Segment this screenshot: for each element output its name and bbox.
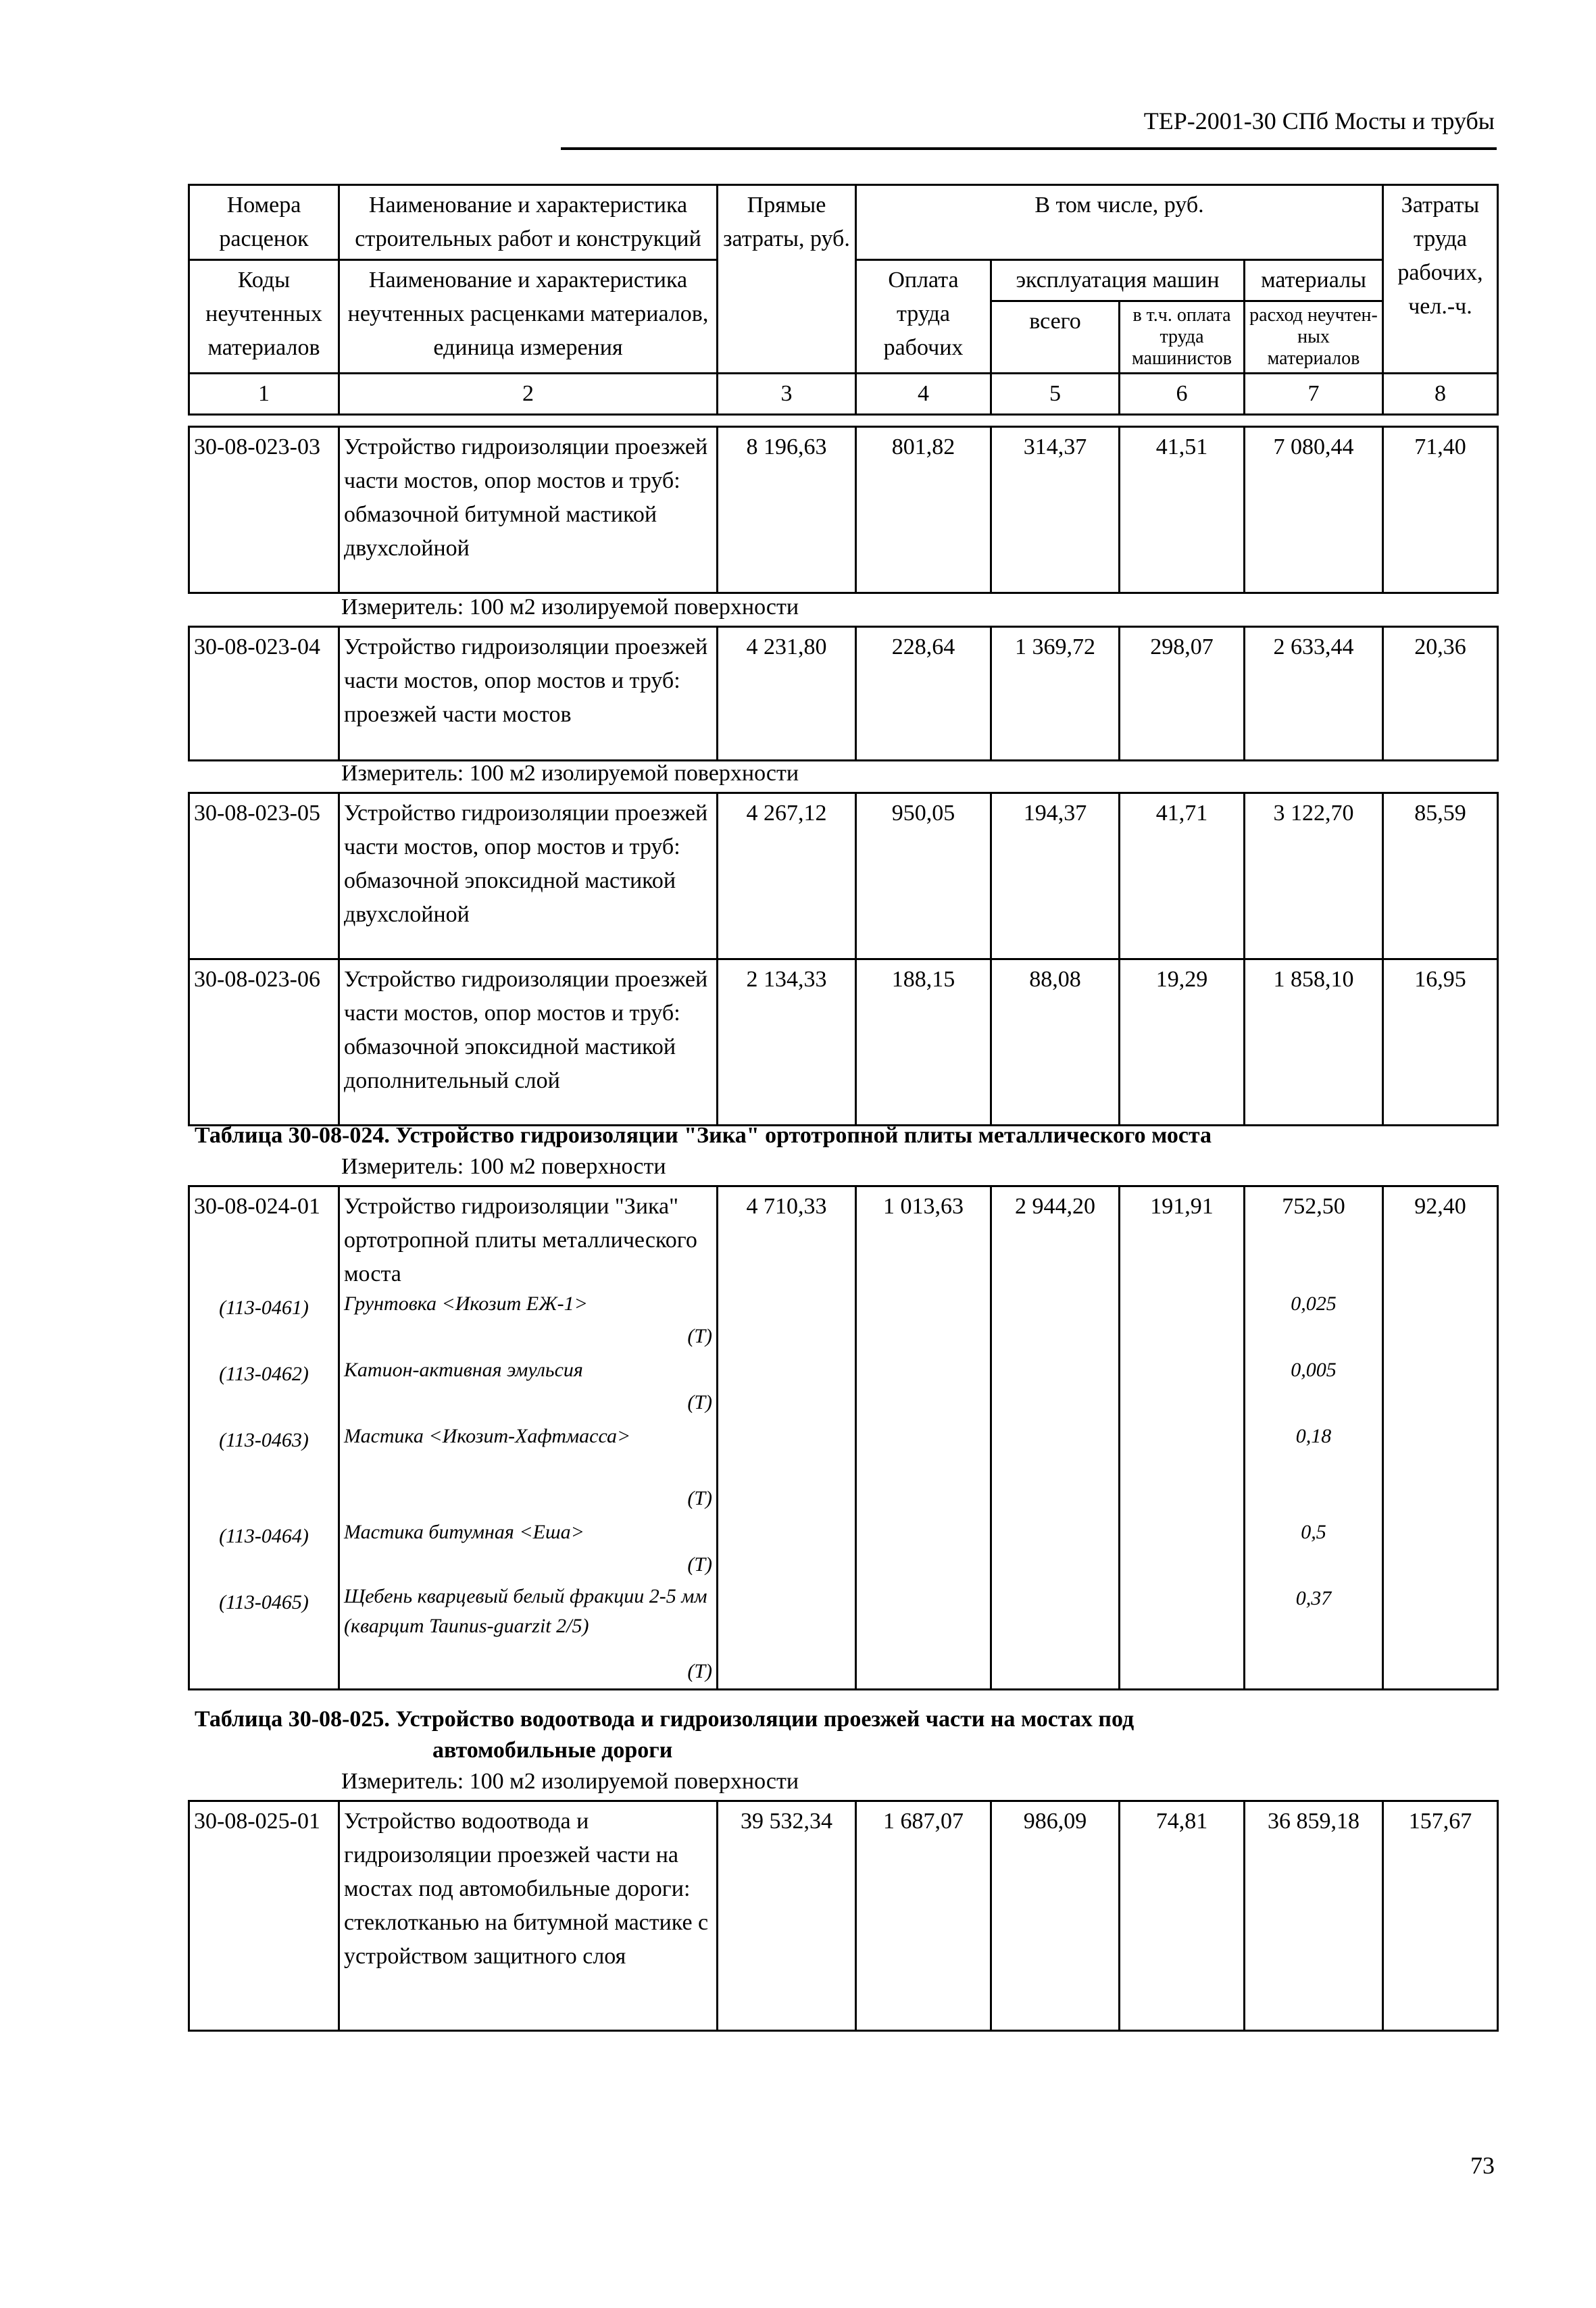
operators-cost: 298,07 <box>1120 627 1245 761</box>
operators-cost: 19,29 <box>1120 959 1245 1126</box>
rate-code: 30-08-024-01 <box>194 1194 320 1219</box>
rate-name: Устройство гидроизоляции проезжей части мостов, опор мостов и труб: обмазочной эпоксидной мастикой дополнительный слой <box>339 959 718 1126</box>
material-name: Мастика битумная <Еша> <box>344 1521 584 1543</box>
material-qty: 0,18 <box>1295 1425 1332 1447</box>
materials-cost: 2 633,44 <box>1245 627 1383 761</box>
material-item <box>340 1420 716 1515</box>
column-header-table <box>188 184 1499 416</box>
header-operators: в т.ч. оплата труда машинистов <box>1120 301 1245 374</box>
unit-mark: (Т) <box>687 1325 712 1347</box>
column-number: 4 <box>856 374 991 415</box>
table-caption: Таблица 30-08-024. Устройство гидроизоляции "Зика" ортотропной плиты металлического моста <box>195 1123 1212 1148</box>
operators-cost: 41,51 <box>1120 427 1245 593</box>
measure-unit: Измеритель: 100 м2 поверхности <box>341 1154 666 1179</box>
direct-cost: 4 231,80 <box>718 627 856 761</box>
column-number: 8 <box>1383 374 1498 415</box>
operators-cost: 41,71 <box>1120 793 1245 959</box>
machines-cost: 194,37 <box>991 793 1120 959</box>
direct-cost: 39 532,34 <box>718 1801 856 2031</box>
labor-hours: 16,95 <box>1383 959 1498 1126</box>
labor-cost: 228,64 <box>856 627 991 761</box>
rates-table-025 <box>188 1800 1499 2032</box>
machines-cost: 1 369,72 <box>991 627 1120 761</box>
material-name: Мастика <Икозит-Хафтмасса> <box>344 1425 631 1447</box>
material-item <box>340 1353 716 1420</box>
labor-cost: 1 687,07 <box>856 1801 991 2031</box>
materials-cell <box>1245 1186 1383 1690</box>
rates-table-023-part1 <box>188 426 1499 594</box>
rate-name: Устройство гидроизоляции проезжей части мостов, опор мостов и труб: обмазочной битумной мастикой двухслойной <box>339 427 718 593</box>
rate-name: Устройство гидроизоляции проезжей части мостов, опор мостов и труб: проезжей части мостов <box>339 627 718 761</box>
direct-cost: 4 267,12 <box>718 793 856 959</box>
material-code: (113-0465) <box>219 1591 309 1613</box>
material-name: Грунтовка <Икозит ЕЖ-1> <box>344 1293 588 1315</box>
header-codes-bottom: Коды неучтенных материалов <box>189 260 339 374</box>
column-number: 6 <box>1120 374 1245 415</box>
header-materials-extra: расход неучтен-ных материалов <box>1245 301 1383 374</box>
rates-table-023-part2 <box>188 626 1499 761</box>
machines-cost: 986,09 <box>991 1801 1120 2031</box>
materials-cost: 752,50 <box>1282 1194 1345 1219</box>
column-number: 5 <box>991 374 1120 415</box>
unit-mark: (Т) <box>687 1487 712 1509</box>
labor-cost: 188,15 <box>856 959 991 1126</box>
table-row <box>189 1801 1498 2031</box>
material-code: (113-0464) <box>219 1525 309 1547</box>
measure-unit: Измеритель: 100 м2 изолируемой поверхности <box>341 1769 799 1794</box>
header-machines: эксплуатация машин <box>991 260 1245 301</box>
operators-cost: 74,81 <box>1120 1801 1245 2031</box>
material-qty: 0,37 <box>1295 1587 1332 1609</box>
column-number: 2 <box>339 374 718 415</box>
labor-hours: 92,40 <box>1383 1186 1498 1690</box>
table-caption-cont: автомобильные дороги <box>432 1738 673 1763</box>
rate-name: Устройство гидроизоляции проезжей части мостов, опор мостов и труб: обмазочной эпоксидной мастикой двухслойной <box>339 793 718 959</box>
unit-mark: (Т) <box>687 1553 712 1576</box>
material-qty: 0,005 <box>1291 1359 1337 1381</box>
measure-unit: Измеритель: 100 м2 изолируемой поверхности <box>341 595 799 620</box>
material-item <box>340 1582 716 1688</box>
rates-table-024 <box>188 1185 1499 1690</box>
header-group: В том числе, руб. <box>856 185 1383 260</box>
table-row <box>189 627 1498 761</box>
operators-cost: 191,91 <box>1120 1186 1245 1690</box>
running-title: ТЕР-2001-30 СПб Мосты и трубы <box>1143 107 1495 134</box>
machines-cost: 2 944,20 <box>991 1186 1120 1690</box>
measure-unit: Измеритель: 100 м2 изолируемой поверхности <box>341 761 799 786</box>
table-caption: Таблица 30-08-025. Устройство водоотвода и гидроизоляции проезжей части на мостах под <box>195 1707 1134 1732</box>
header-rule <box>561 147 1497 150</box>
materials-cost: 3 122,70 <box>1245 793 1383 959</box>
labor-cost: 1 013,63 <box>856 1186 991 1690</box>
header-hours: Затраты труда рабочих, чел.-ч. <box>1383 185 1498 374</box>
materials-cost: 36 859,18 <box>1245 1801 1383 2031</box>
header-name-top: Наименование и характеристика строительных работ и конструкций <box>339 185 718 260</box>
header-materials: материалы <box>1245 260 1383 301</box>
material-qty: 0,5 <box>1301 1521 1326 1543</box>
names-cell <box>339 1186 718 1690</box>
page-number: 73 <box>1470 2152 1495 2179</box>
header-name-bottom: Наименование и характеристика неучтенных расценками материалов, единица измерения <box>339 260 718 374</box>
material-code: (113-0461) <box>219 1297 309 1319</box>
rate-name: Устройство гидроизоляции "Зика" ортотропной плиты металлического моста <box>344 1194 697 1286</box>
direct-cost: 2 134,33 <box>718 959 856 1126</box>
column-number: 7 <box>1245 374 1383 415</box>
codes-cell <box>189 1186 339 1690</box>
unit-mark: (Т) <box>687 1391 712 1413</box>
materials-cost: 1 858,10 <box>1245 959 1383 1126</box>
labor-cost: 950,05 <box>856 793 991 959</box>
column-number: 3 <box>718 374 856 415</box>
table-row <box>189 959 1498 1126</box>
material-item <box>340 1515 716 1582</box>
table-row <box>189 793 1498 959</box>
header-direct: Прямые затраты, руб. <box>718 185 856 374</box>
rate-name: Устройство водоотвода и гидроизоляции проезжей части на мостах под автомобильные дороги: стеклотканью на битумной мастике с устройством защитного слоя <box>339 1801 718 2031</box>
rate-code: 30-08-025-01 <box>189 1801 339 2031</box>
labor-hours: 20,36 <box>1383 627 1498 761</box>
material-code: (113-0463) <box>219 1429 309 1451</box>
materials-cost: 7 080,44 <box>1245 427 1383 593</box>
unit-mark: (Т) <box>687 1660 712 1682</box>
column-number: 1 <box>189 374 339 415</box>
labor-hours: 85,59 <box>1383 793 1498 959</box>
labor-hours: 71,40 <box>1383 427 1498 593</box>
direct-cost: 8 196,63 <box>718 427 856 593</box>
labor-hours: 157,67 <box>1383 1801 1498 2031</box>
rate-code: 30-08-023-04 <box>189 627 339 761</box>
direct-cost: 4 710,33 <box>718 1186 856 1690</box>
rate-code: 30-08-023-03 <box>189 427 339 593</box>
material-item <box>340 1287 716 1353</box>
header-labor: Оплата труда рабочих <box>856 260 991 374</box>
machines-cost: 314,37 <box>991 427 1120 593</box>
material-name: Щебень кварцевый белый фракции 2-5 мм (кварцит Taunus-guarzit 2/5) <box>344 1585 707 1637</box>
table-row <box>189 427 1498 593</box>
header-machines-total: всего <box>991 301 1120 374</box>
rate-code: 30-08-023-06 <box>189 959 339 1126</box>
rates-table-023-part3 <box>188 792 1499 1126</box>
material-code: (113-0462) <box>219 1363 309 1385</box>
rate-code: 30-08-023-05 <box>189 793 339 959</box>
labor-cost: 801,82 <box>856 427 991 593</box>
header-codes-top: Номера расценок <box>189 185 339 260</box>
material-name: Катион-активная эмульсия <box>344 1359 583 1381</box>
machines-cost: 88,08 <box>991 959 1120 1126</box>
material-qty: 0,025 <box>1291 1293 1337 1315</box>
